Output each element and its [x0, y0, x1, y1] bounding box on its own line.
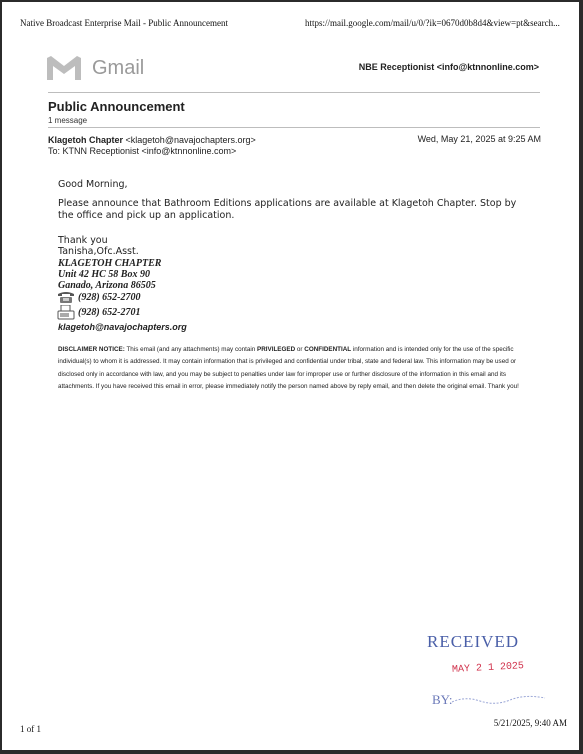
sig-address2: Ganado, Arizona 86505: [58, 280, 156, 291]
to-line: To: KTNN Receptionist <info@ktnnonline.com>: [48, 146, 237, 156]
stamp-by: BY:: [432, 692, 453, 707]
thread-subject: Public Announcement: [48, 99, 185, 114]
print-header-title: Native Broadcast Enterprise Mail - Public Announcement: [20, 18, 228, 28]
disclaimer-part1: This email (and any attachments) may contain: [124, 346, 258, 353]
message-count: 1 message: [48, 116, 88, 125]
header-divider: [48, 92, 540, 93]
gmail-logo-icon: [44, 54, 84, 82]
from-email: <klagetoh@navajochapters.org>: [125, 135, 256, 145]
subject-divider: [48, 127, 540, 128]
disclaimer-part3: information and is intended only for the use of the specific individual(s) to whom it is addressed. It may contain information that is privileged and confidential under tribal, state and federal law. This information may be used or disclosed only in accordance with law, and you may be subject to penalties under law for improper use or further disclosure of the information in this email and its attachments. If you have received this email in error, please immediately notify the person named above by reply email, and then delete the original email. Thank you!: [58, 346, 519, 391]
received-stamp: [422, 630, 547, 715]
telephone-icon: [57, 290, 75, 304]
disclaimer: [58, 344, 536, 394]
disclaimer-privileged: PRIVILEGED: [257, 346, 296, 353]
print-footer-timestamp: 5/21/2025, 9:40 AM: [493, 718, 567, 728]
greeting: Good Morning,: [58, 179, 128, 190]
disclaimer-part2: or: [295, 346, 305, 353]
stamp-date: MAY 2 1 2025: [451, 661, 525, 676]
sig-fax-row: [57, 305, 141, 320]
disclaimer-label: DISCLAIMER NOTICE:: [58, 346, 125, 353]
message-body: Please announce that Bathroom Editions applications are available at Klagetoh Chapter. Stop by the office and pick up an application.: [58, 198, 517, 221]
from-line: [48, 135, 256, 145]
fax-icon: [57, 305, 75, 320]
print-footer-page: 1 of 1: [20, 724, 41, 734]
gmail-wordmark: Gmail: [92, 57, 145, 79]
account-label: NBE Receptionist <info@ktnnonline.com>: [358, 62, 539, 72]
printed-page: [2, 2, 579, 750]
signoff: [58, 235, 139, 257]
from-name: Klagetoh Chapter: [48, 135, 124, 145]
sig-address1: Unit 42 HC 58 Box 90: [58, 269, 150, 280]
signer-text: Tanisha,Ofc.Asst.: [58, 246, 139, 257]
message-date: Wed, May 21, 2025 at 9:25 AM: [417, 134, 541, 144]
stamp-signature-scribble: [450, 692, 550, 708]
thanks-text: Thank you: [58, 235, 108, 246]
sig-fax: (928) 652-2701: [78, 307, 141, 318]
sig-phone-row: [57, 290, 141, 304]
print-header-url: https://mail.google.com/mail/u/0/?ik=0670d0b8d4&view=pt&search...: [305, 18, 560, 28]
stamp-title: RECEIVED: [427, 632, 520, 651]
sig-phone: (928) 652-2700: [78, 291, 141, 303]
sig-email: klagetoh@navajochapters.org: [58, 322, 187, 332]
disclaimer-confidential: CONFIDENTIAL: [304, 346, 352, 353]
sig-org: KLAGETOH CHAPTER: [58, 258, 162, 269]
